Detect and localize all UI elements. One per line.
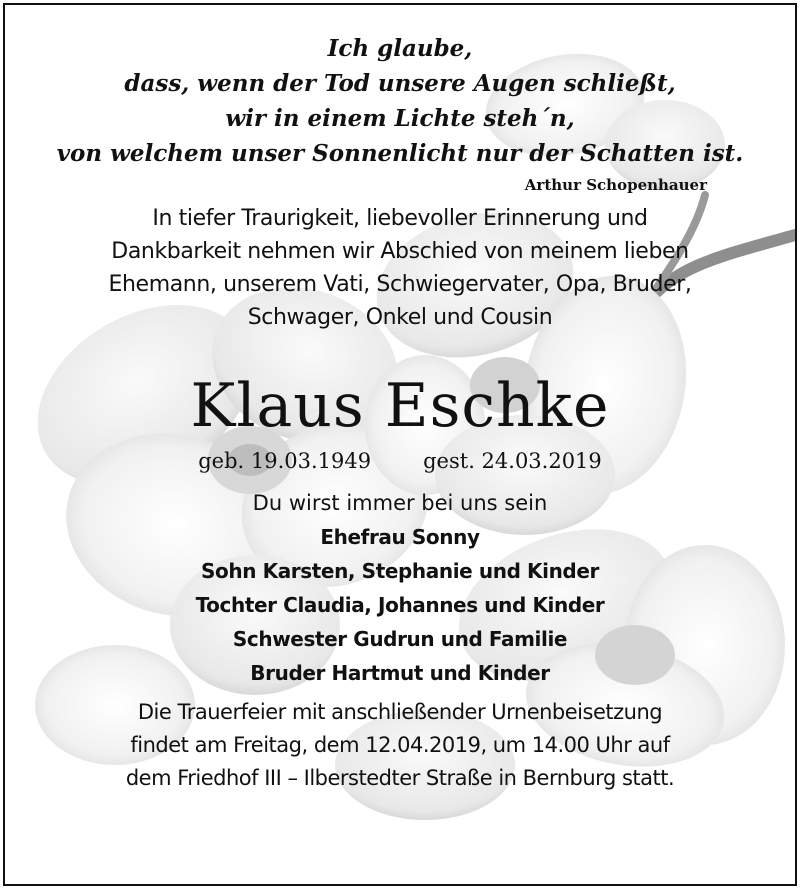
intro-line: Ehemann, unserem Vati, Schwiegervater, Opa, Bruder,	[108, 272, 692, 297]
intro-text	[5, 202, 795, 334]
intro-line: Schwager, Onkel und Cousin	[247, 305, 553, 330]
obituary-notice	[3, 3, 797, 886]
death-date: gest. 24.03.2019	[423, 449, 602, 473]
notice-line: dem Friedhof III – Ilberstedter Straße in Bernburg statt.	[125, 766, 675, 790]
birth-date: geb. 19.03.1949	[198, 449, 372, 473]
family-list	[5, 520, 795, 690]
quote-line: dass, wenn der Tod unsere Augen schließt,	[124, 70, 676, 97]
quote-line: von welchem unser Sonnenlicht nur der Schatten ist.	[56, 140, 744, 167]
intro-line: Dankbarkeit nehmen wir Abschied von meinem lieben	[111, 239, 689, 264]
family-member: Tochter Claudia, Johannes und Kinder	[195, 593, 605, 617]
notice-line: findet am Freitag, dem 12.04.2019, um 14.00 Uhr auf	[130, 733, 670, 757]
deceased-name: Klaus Eschke	[190, 371, 610, 441]
intro-line: In tiefer Traurigkeit, liebevoller Erinnerung und	[152, 206, 648, 231]
family-member: Sohn Karsten, Stephanie und Kinder	[201, 559, 599, 583]
quote	[5, 5, 795, 171]
family-member: Ehefrau Sonny	[320, 525, 480, 549]
family-member: Bruder Hartmut und Kinder	[250, 661, 550, 685]
quote-line: wir in einem Lichte steh´n,	[225, 105, 575, 132]
farewell-line: Du wirst immer bei uns sein	[252, 491, 548, 515]
life-dates	[5, 446, 795, 476]
quote-line: Ich glaube,	[327, 35, 473, 62]
family-member: Schwester Gudrun und Familie	[232, 627, 568, 651]
notice-line: Die Trauerfeier mit anschließender Urnenbeisetzung	[137, 700, 663, 724]
quote-author: Arthur Schopenhauer	[524, 176, 707, 194]
funeral-notice	[5, 696, 795, 795]
